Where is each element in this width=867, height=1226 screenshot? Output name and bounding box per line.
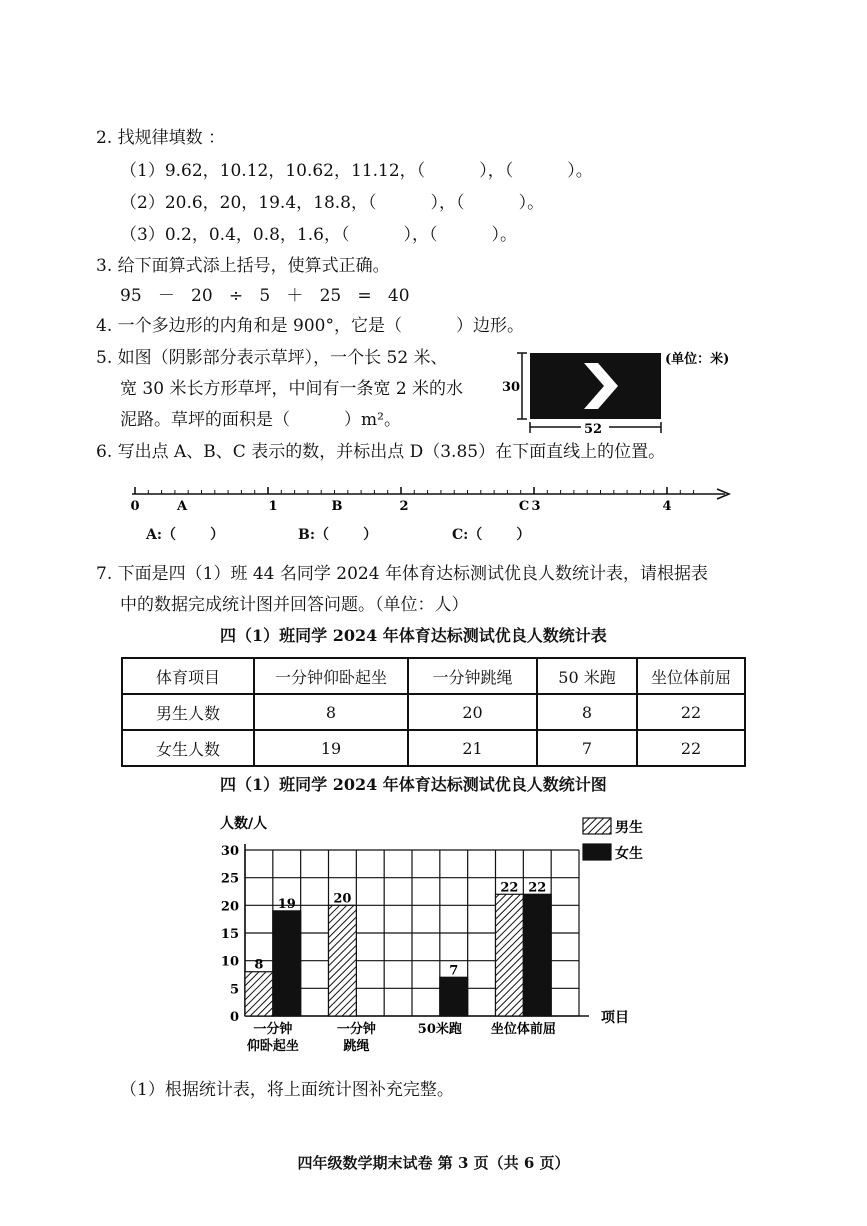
tick-label-2: 2 [399,499,409,514]
lawn-diagram [500,345,750,440]
point-a: A [176,499,188,514]
category-label: 一分钟 [253,1022,293,1037]
category-label: 跳绳 [343,1039,370,1054]
category-label: 仰卧起坐 [246,1039,299,1054]
table-cell: 22 [637,694,745,730]
table-header-cell: 一分钟仰卧起坐 [254,658,408,694]
answer-a: A:（ ） [146,527,225,543]
q2-line-3: （3）0.2，0.4，0.8，1.6，（ ），（ ）。 [120,225,518,245]
legend-label: 男生 [615,820,643,836]
category-label: 一分钟 [336,1022,376,1037]
q3-expression: 95 － 20 ÷ 5 ＋ 25 = 40 [120,286,410,306]
q6-text: 6. 写出点 A、B、C 表示的数，并标出点 D（3.85）在下面直线上的位置。 [96,442,666,462]
answer-c: C:（ ） [452,527,531,543]
bar-girls [523,894,551,1016]
y-tick-label: 15 [220,927,239,942]
legend-label: 女生 [615,846,643,862]
bar-boys [245,972,273,1016]
bar-value-label: 22 [528,880,547,896]
point-b: B [331,499,343,514]
table-cell: 7 [537,730,637,766]
tick-label-4: 4 [662,499,672,514]
bar-value-label: 8 [254,957,264,973]
table-cell: 19 [254,730,408,766]
y-tick-label: 5 [229,982,239,998]
bar-value-label: 7 [449,963,459,979]
tick-label-3: 3 [531,499,541,514]
q5-line-3: 泥路。草坪的面积是（ ）m²。 [120,410,401,430]
tick-label-1: 1 [268,499,278,514]
table-cell: 女生人数 [122,730,254,766]
table-header-cell: 坐位体前屈 [637,658,745,694]
y-tick-label: 30 [220,844,239,859]
bar-chart [210,808,650,1063]
x-axis-label: 项目 [601,1010,629,1026]
answer-b: B:（ ） [298,527,378,543]
bar-boys [329,905,357,1016]
unit-label: (单位：米) [665,352,730,367]
height-label: 30 [502,380,521,395]
q7-sub-1: （1）根据统计表，将上面统计图补充完整。 [120,1080,454,1100]
table-cell: 20 [408,694,537,730]
page-footer: 四年级数学期末试卷 第 3 页（共 6 页） [297,1154,570,1172]
table-header-row [122,658,745,694]
bar-value-label: 19 [277,896,296,912]
q5-line-2: 宽 30 米长方形草坪，中间有一条宽 2 米的水 [120,379,464,399]
table-cell: 男生人数 [122,694,254,730]
y-tick-label: 20 [220,899,239,915]
y-tick-label: 25 [220,871,239,887]
table-cell: 22 [637,730,745,766]
category-label: 坐位体前屈 [490,1022,556,1037]
tick-label-0: 0 [130,499,140,514]
bar-value-label: 20 [333,891,352,907]
table-cell: 8 [537,694,637,730]
q7-line-2: 中的数据完成统计图并回答问题。（单位：人） [120,595,469,615]
y-tick-label: 10 [220,954,239,970]
bar-girls [273,911,301,1016]
y-axis-label: 人数/人 [220,816,268,832]
q2-title: 2. 找规律填数 ： [96,128,226,148]
table-row [122,730,745,766]
legend-swatch [583,818,611,834]
table-header-cell: 体育项目 [122,658,254,694]
category-label: 50米跑 [417,1022,462,1037]
q7-line-1: 7. 下面是四（1）班 44 名同学 2024 年体育达标测试优良人数统计表，请根据表 [96,564,708,584]
table-row [122,694,745,730]
stats-table [121,657,746,767]
q2-line-2: （2）20.6，20，19.4，18.8，（ ），（ ）。 [120,193,545,213]
lawn-rect [530,353,661,419]
q4-text: 4. 一个多边形的内角和是 900°，它是（ ）边形。 [96,316,525,336]
bar-girls [440,977,468,1016]
table-header-cell: 50 米跑 [537,658,637,694]
bar-boys [496,894,524,1016]
table-header-cell: 一分钟跳绳 [408,658,537,694]
chart-title: 四（1）班同学 2024 年体育达标测试优良人数统计图 [220,775,607,794]
table-title: 四（1）班同学 2024 年体育达标测试优良人数统计表 [220,626,607,645]
legend-swatch [583,844,611,860]
table-cell: 21 [408,730,537,766]
bar-value-label: 22 [500,880,519,896]
y-tick-label: 0 [229,1010,239,1025]
table-cell: 8 [254,694,408,730]
q3-title: 3. 给下面算式添上括号，使算式正确。 [96,256,390,276]
width-label: 52 [584,422,603,437]
point-c: C [518,499,530,514]
q5-line-1: 5. 如图（阴影部分表示草坪），一个长 52 米、 [96,348,448,368]
q2-line-1: （1）9.62，10.12，10.62，11.12，（ ），（ ）。 [120,161,593,181]
